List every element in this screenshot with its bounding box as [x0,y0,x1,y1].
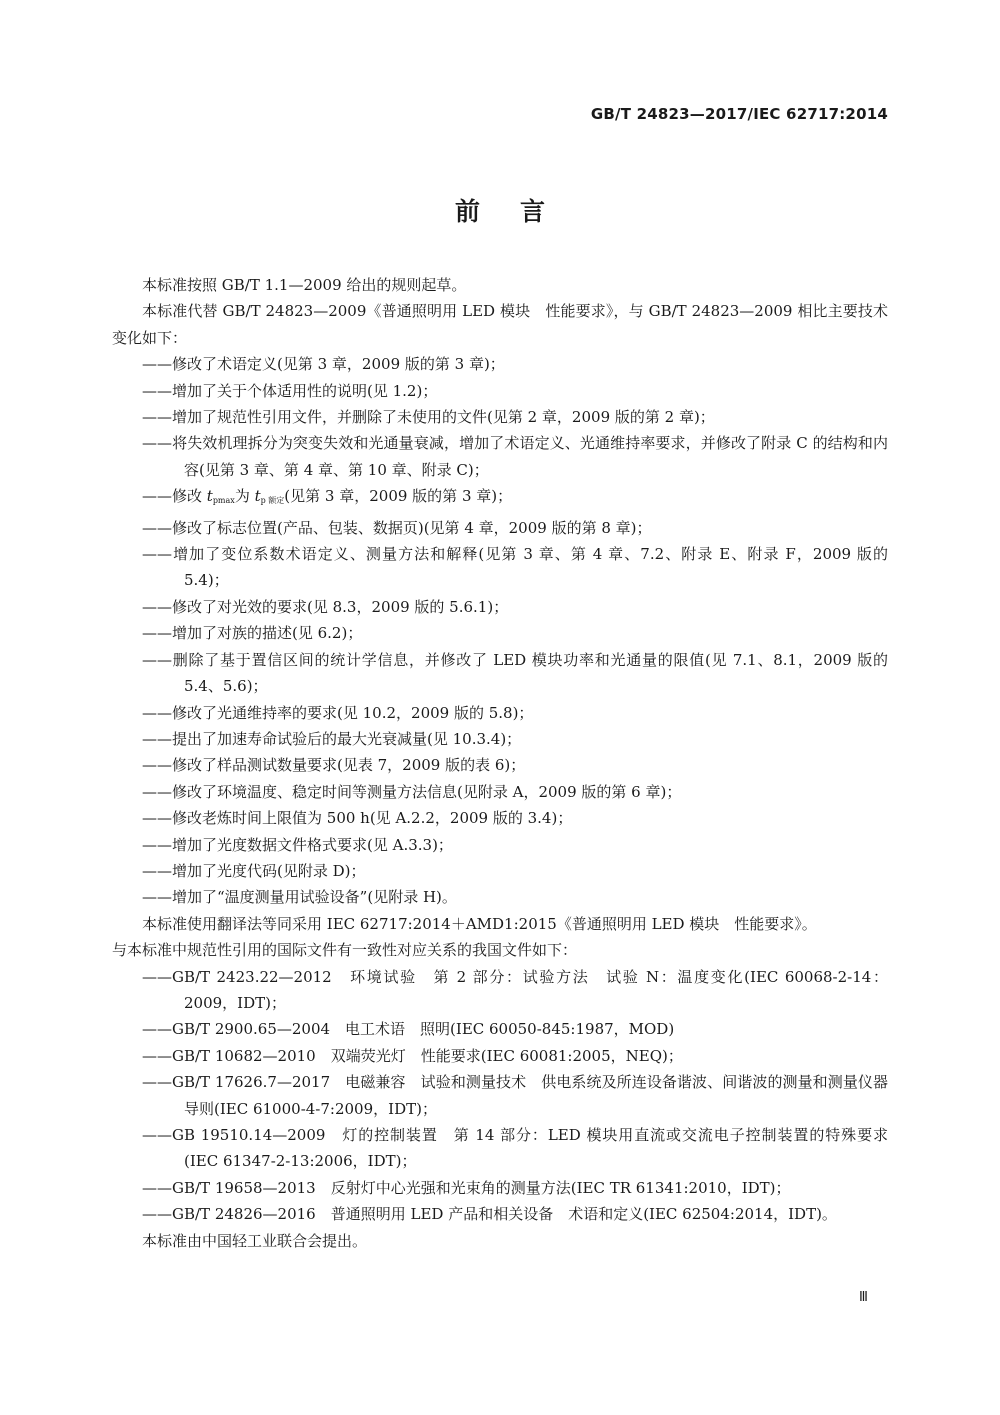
reference-item: ——GB/T 19658—2013 反射灯中心光强和光束角的测量方法(IEC TR 61341:2010，IDT)； [142,1178,791,1197]
change-item: ——修改了对光效的要求(见 8.3，2009 版的 5.6.1)； [142,597,509,616]
change-item: ——增加了光度代码(见附录 D)； [142,861,366,880]
change-item: ——将失效机理拆分为突变失效和光通量衰减，增加了术语定义、光通维持率要求，并修改了附录 C 的结构和内容(见第 3 章、第 4 章、第 10 章、附录 C)； [142,434,888,479]
page-number: Ⅲ [859,1290,868,1305]
tp-prefix: ——修改 [142,487,207,506]
reference-item: ——GB/T 2900.65—2004 电工术语 照明(IEC 60050-845:1987，MOD) [142,1020,675,1039]
reference-item: ——GB/T 24826—2016 普通照明用 LED 产品和相关设备 术语和定义(IEC 62504:2014，IDT)。 [142,1205,837,1224]
change-item-tp [112,483,888,514]
tp-mid: 为 [234,487,255,506]
change-item: ——删除了基于置信区间的统计学信息，并修改了 LED 模块功率和光通量的限值(见 7.1、8.1，2009 版的 5.4、5.6)； [142,650,888,696]
change-item: ——修改了光通维持率的要求(见 10.2，2009 版的 5.8)； [142,703,534,722]
adoption-paragraph: 本标准使用翻译法等同采用 IEC 62717:2014＋AMD1:2015《普通照明用 LED 模块 性能要求》。 [142,914,817,933]
change-item: ——修改了标志位置(产品、包装、数据页)(见第 4 章，2009 版的第 8 章)； [142,518,652,537]
change-item: ——增加了对族的描述(见 6.2)； [142,624,363,643]
intro-paragraph-1: 本标准按照 GB/T 1.1—2009 给出的规则起草。 [142,276,467,294]
reference-intro-paragraph: 与本标准中规范性引用的国际文件有一致性对应关系的我国文件如下： [112,941,578,960]
page-title: 前言 [454,197,585,226]
tp-subscript-1: pmax [212,496,235,506]
change-item: ——增加了光度数据文件格式要求(见 A.3.3)； [142,835,453,854]
change-item: ——增加了关于个体适用性的说明(见 1.2)； [142,381,438,400]
change-item: ——增加了规范性引用文件，并删除了未使用的文件(见第 2 章，2009 版的第 2 章)； [142,408,715,427]
standard-code-header: GB/T 24823—2017/IEC 62717:2014 [590,105,888,123]
closing-paragraph: 本标准由中国轻工业联合会提出。 [142,1231,368,1250]
change-item: ——提出了加速寿命试验后的最大光衰减量(见 10.3.4)； [142,729,522,748]
intro-paragraph-2: 本标准代替 GB/T 24823—2009《普通照明用 LED 模块 性能要求》，与 GB/T 24823—2009 相比主要技术变化如下： [112,302,888,347]
reference-item: ——GB/T 17626.7—2017 电磁兼容 试验和测量技术 供电系统及所连设备谐波、间谐波的测量和测量仪器导则(IEC 61000-4-7:2009，IDT)； [142,1073,888,1118]
reference-item: ——GB/T 10682—2010 双端荧光灯 性能要求(IEC 60081:2005，NEQ)； [142,1046,683,1065]
change-item: ——修改老炼时间上限值为 500 h(见 A.2.2，2009 版的 3.4)； [142,809,573,828]
change-item: ——修改了样品测试数量要求(见表 7，2009 版的表 6)； [142,756,526,775]
document-body [112,272,888,1254]
change-item: ——修改了环境温度、稳定时间等测量方法信息(见附录 A，2009 版的第 6 章)； [142,782,682,801]
tp-symbol-2: t [254,487,261,506]
tp-suffix: (见第 3 章，2009 版的第 3 章)； [284,487,513,506]
tp-subscript-2: p 额定 [260,496,285,506]
reference-item: ——GB 19510.14—2009 灯的控制装置 第 14 部分：LED 模块用直流或交流电子控制装置的特殊要求(IEC 61347-2-13:2006，IDT)； [142,1126,888,1171]
reference-item: ——GB/T 2423.22—2012 环境试验 第 2 部分：试验方法 试验 N：温度变化(IEC 60068-2-14：2009，IDT)； [142,967,888,1012]
change-item: ——修改了术语定义(见第 3 章，2009 版的第 3 章)； [142,355,505,374]
change-item: ——增加了变位系数术语定义、测量方法和解释(见第 3 章、第 4 章、7.2、附录 E、附录 F，2009 版的 5.4)； [142,545,888,590]
change-item: ——增加了“温度测量用试验设备”(见附录 H)。 [142,888,457,907]
tp-symbol-1: t [206,487,213,506]
